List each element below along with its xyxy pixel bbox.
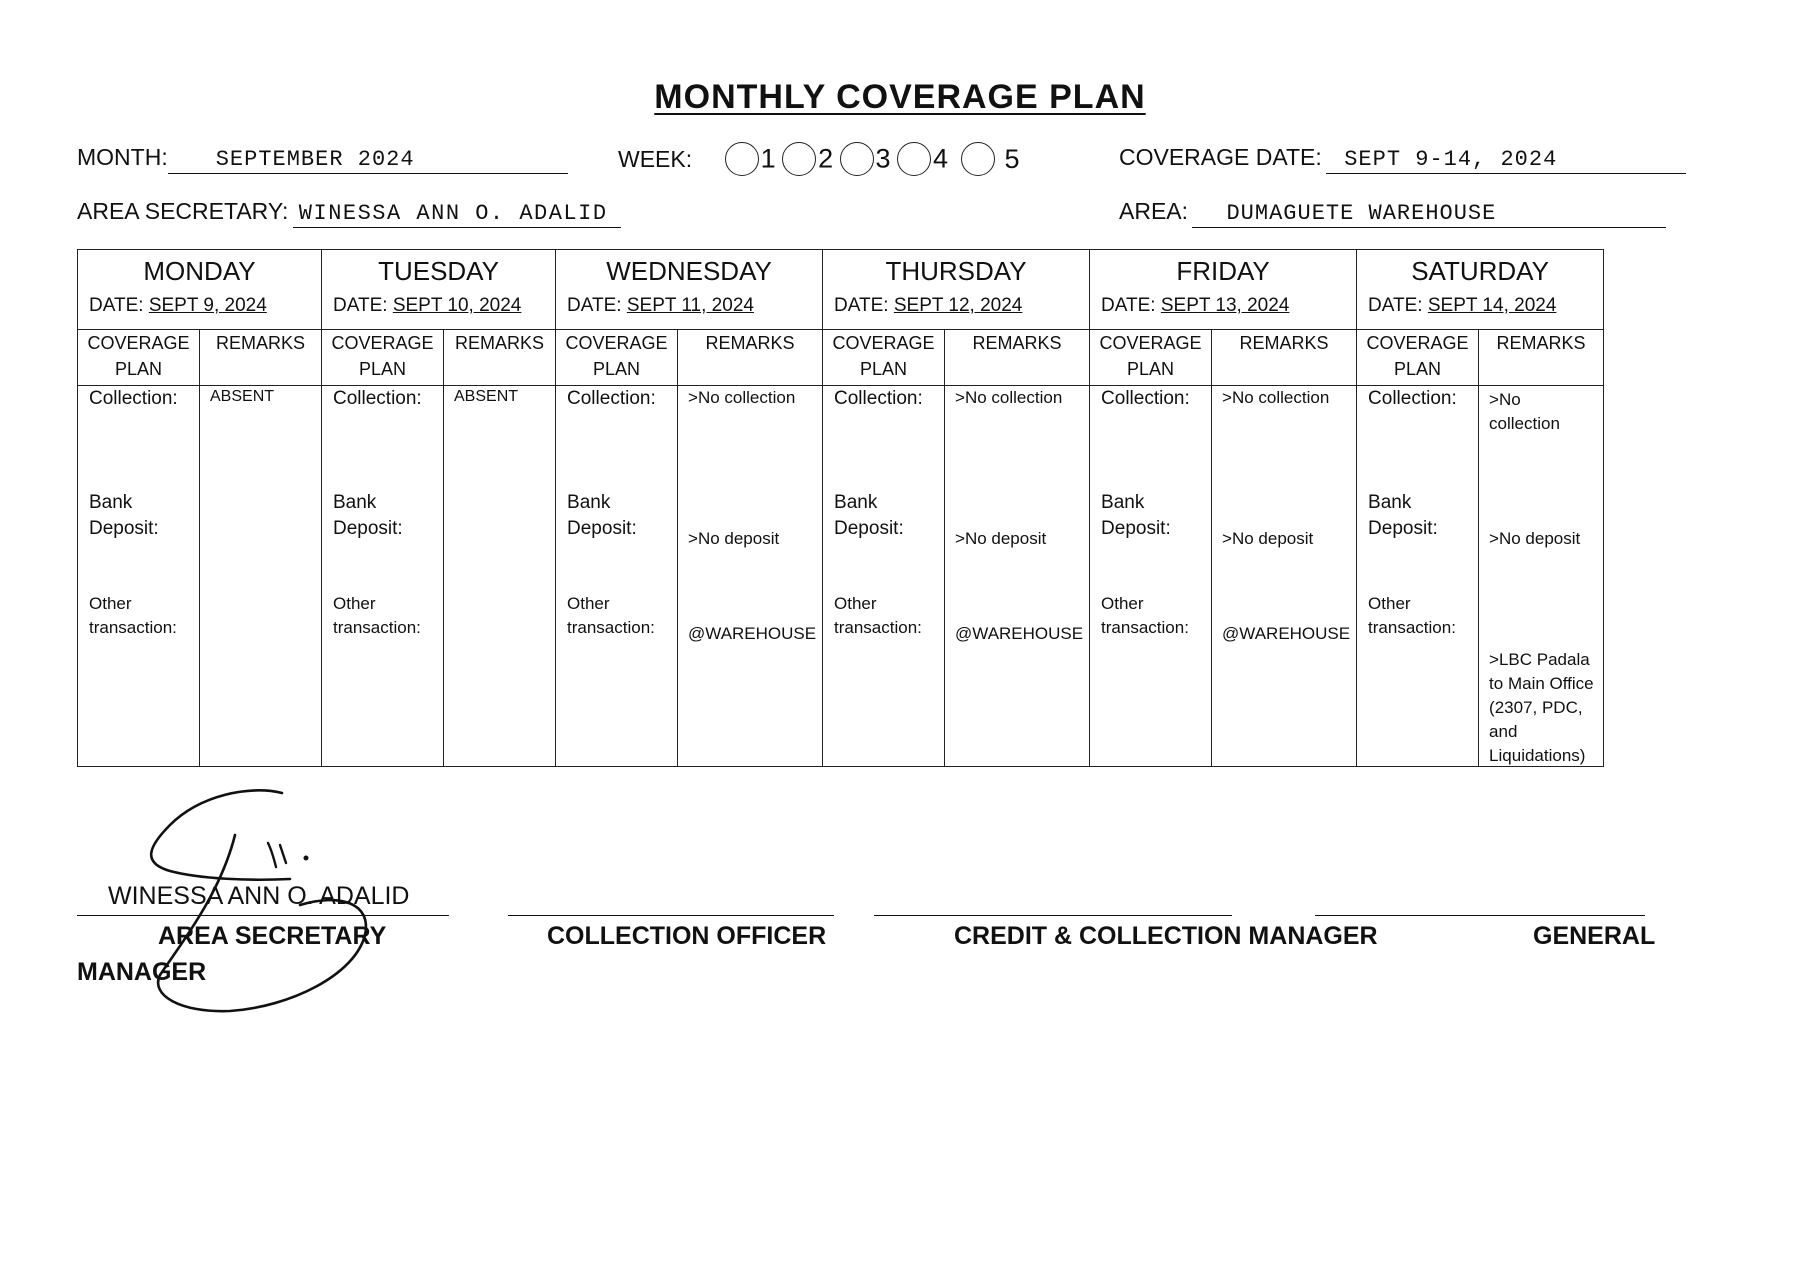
remark-extra: >LBC Padala to Main Office (2307, PDC, and Liquidations) — [1489, 650, 1594, 765]
day-header-thursday — [823, 250, 1090, 330]
day-date — [1357, 295, 1603, 317]
bank-label: Bank — [834, 492, 878, 513]
signature-line-area-secretary — [77, 915, 449, 916]
other-label: Other — [567, 594, 610, 613]
coverage-plan-header — [556, 330, 678, 386]
month-label: MONTH: — [77, 144, 168, 170]
remarks-label: REMARKS — [1239, 333, 1329, 353]
remarks-header — [1479, 330, 1604, 386]
week-radio-5[interactable] — [961, 142, 995, 176]
remark-other: @WAREHOUSE — [1222, 624, 1351, 643]
other-label: Other — [1368, 594, 1411, 613]
week-radio-1[interactable] — [725, 142, 759, 176]
collection-officer-title: COLLECTION OFFICER — [547, 922, 827, 950]
remark-collection: ABSENT — [210, 388, 275, 405]
transaction-label: transaction: — [1101, 618, 1189, 637]
date-value[interactable]: SEPT 13, 2024 — [1160, 295, 1290, 316]
week-label: WEEK: — [618, 145, 693, 172]
date-label: DATE: — [834, 295, 889, 316]
remark-deposit: >No deposit — [955, 529, 1047, 548]
collection-label: Collection: — [567, 388, 656, 409]
transaction-label: transaction: — [834, 618, 922, 637]
deposit-label: Deposit: — [567, 518, 637, 539]
coverage-plan-cell-wednesday — [556, 386, 678, 767]
remarks-header — [678, 330, 823, 386]
coverage-date-label: COVERAGE DATE: — [1119, 144, 1322, 170]
area-secretary-value[interactable]: WINESSA ANN O. ADALID — [293, 201, 621, 228]
coverage-plan-header — [322, 330, 444, 386]
day-header-monday — [78, 250, 322, 330]
day-name: TUESDAY — [378, 256, 499, 286]
remark-collection: ABSENT — [454, 388, 519, 405]
remarks-cell-friday[interactable] — [1212, 386, 1357, 767]
coverage-plan-header — [1357, 330, 1479, 386]
transaction-label: transaction: — [89, 618, 177, 637]
coverage-plan-cell-tuesday — [322, 386, 444, 767]
remark-deposit: >No deposit — [1489, 529, 1581, 548]
area-secretary-signer-name: WINESSA ANN O. ADALID — [108, 882, 410, 910]
plan-label: PLAN — [1394, 359, 1442, 379]
coverage-label: COVERAGE — [331, 333, 434, 353]
transaction-label: transaction: — [1368, 618, 1456, 637]
coverage-label: COVERAGE — [832, 333, 935, 353]
signature-line-collection-officer — [508, 915, 834, 916]
day-name: FRIDAY — [1176, 256, 1270, 286]
day-date — [322, 295, 555, 317]
day-header-tuesday — [322, 250, 556, 330]
other-label: Other — [89, 594, 132, 613]
coverage-label: COVERAGE — [1099, 333, 1202, 353]
date-value[interactable]: SEPT 9, 2024 — [148, 295, 267, 316]
area-value[interactable]: DUMAGUETE WAREHOUSE — [1192, 201, 1666, 228]
day-date — [1090, 295, 1356, 317]
date-value[interactable]: SEPT 11, 2024 — [626, 295, 754, 316]
remarks-header — [444, 330, 556, 386]
remark-collection: >No collection — [1222, 388, 1330, 407]
area-secretary-field — [77, 198, 621, 228]
day-name: WEDNESDAY — [606, 256, 772, 286]
day-header-wednesday — [556, 250, 823, 330]
day-header-saturday — [1357, 250, 1604, 330]
coverage-plan-header — [1090, 330, 1212, 386]
date-value[interactable]: SEPT 12, 2024 — [893, 295, 1023, 316]
bank-label: Bank — [333, 492, 377, 513]
collection-label: Collection: — [89, 388, 178, 409]
coverage-date-field — [1119, 144, 1686, 174]
collection-label: Collection: — [1101, 388, 1190, 409]
week-option-3: 3 — [875, 143, 891, 174]
week-radio-2[interactable] — [782, 142, 816, 176]
remarks-header — [1212, 330, 1357, 386]
signature-line-credit-manager — [874, 915, 1232, 916]
date-label: DATE: — [333, 295, 388, 316]
day-name: THURSDAY — [885, 256, 1027, 286]
deposit-label: Deposit: — [333, 518, 403, 539]
bank-label: Bank — [567, 492, 611, 513]
remark-deposit: >No deposit — [1222, 529, 1314, 548]
bank-label: Bank — [89, 492, 133, 513]
remark-collection: >No collection — [955, 388, 1063, 407]
day-name: SATURDAY — [1411, 256, 1549, 286]
week-option-5: 5 — [1004, 143, 1020, 174]
collection-label: Collection: — [333, 388, 422, 409]
coverage-label: COVERAGE — [87, 333, 190, 353]
day-header-row — [78, 250, 1604, 330]
remarks-cell-tuesday[interactable] — [444, 386, 556, 767]
remarks-cell-thursday[interactable] — [945, 386, 1090, 767]
signature-line-general-manager — [1315, 915, 1645, 916]
week-option-2: 2 — [818, 143, 834, 174]
week-option-4: 4 — [933, 143, 949, 174]
day-date — [823, 295, 1089, 317]
remarks-label: REMARKS — [1496, 333, 1586, 353]
remarks-label: REMARKS — [972, 333, 1062, 353]
deposit-label: Deposit: — [1368, 518, 1438, 539]
other-label: Other — [333, 594, 376, 613]
remarks-cell-saturday[interactable] — [1479, 386, 1604, 767]
coverage-plan-cell-friday — [1090, 386, 1212, 767]
coverage-label: COVERAGE — [1366, 333, 1469, 353]
remark-deposit: >No deposit — [688, 529, 780, 548]
week-selector — [618, 142, 1020, 176]
area-label: AREA: — [1119, 198, 1189, 224]
deposit-label: Deposit: — [89, 518, 159, 539]
remarks-cell-wednesday[interactable] — [678, 386, 823, 767]
remarks-label: REMARKS — [705, 333, 795, 353]
area-secretary-label: AREA SECRETARY: — [77, 198, 289, 224]
other-label: Other — [834, 594, 877, 613]
week-radio-3[interactable] — [840, 142, 874, 176]
general-manager-title-cont: MANAGER — [77, 958, 207, 986]
coverage-plan-header — [78, 330, 200, 386]
column-header-row — [78, 330, 1604, 386]
remarks-cell-monday[interactable] — [200, 386, 322, 767]
day-header-friday — [1090, 250, 1357, 330]
remark-collection: >No collection — [688, 388, 796, 407]
area-field — [1119, 198, 1666, 228]
date-value[interactable]: SEPT 14, 2024 — [1427, 295, 1557, 316]
day-date — [78, 295, 321, 317]
plan-label: PLAN — [860, 359, 908, 379]
bank-label: Bank — [1368, 492, 1412, 513]
date-label: DATE: — [1368, 295, 1423, 316]
coverage-label: COVERAGE — [565, 333, 668, 353]
general-manager-title: GENERAL — [1533, 922, 1656, 950]
bank-label: Bank — [1101, 492, 1145, 513]
remarks-label: REMARKS — [455, 333, 545, 353]
other-label: Other — [1101, 594, 1144, 613]
remark-other: @WAREHOUSE — [955, 624, 1084, 643]
remarks-header — [200, 330, 322, 386]
date-value[interactable]: SEPT 10, 2024 — [392, 295, 522, 316]
deposit-label: Deposit: — [834, 518, 904, 539]
date-label: DATE: — [1101, 295, 1156, 316]
transaction-label: transaction: — [567, 618, 655, 637]
remark-collection: >No collection — [1489, 390, 1560, 433]
day-name: MONDAY — [143, 256, 256, 286]
month-field — [77, 144, 568, 174]
plan-body-row — [78, 386, 1604, 767]
coverage-table — [77, 249, 1604, 767]
plan-label: PLAN — [358, 359, 407, 379]
date-label: DATE: — [567, 295, 622, 316]
collection-label: Collection: — [1368, 388, 1457, 409]
deposit-label: Deposit: — [1101, 518, 1171, 539]
transaction-label: transaction: — [333, 618, 421, 637]
remarks-label: REMARKS — [215, 333, 305, 353]
date-label: DATE: — [89, 295, 144, 316]
coverage-plan-cell-thursday — [823, 386, 945, 767]
credit-manager-title: CREDIT & COLLECTION MANAGER — [954, 922, 1378, 950]
coverage-date-value[interactable]: SEPT 9-14, 2024 — [1326, 147, 1686, 174]
area-secretary-title: AREA SECRETARY — [158, 922, 387, 950]
remark-other: @WAREHOUSE — [688, 624, 817, 643]
week-option-1: 1 — [760, 143, 776, 174]
remarks-header — [945, 330, 1090, 386]
plan-label: PLAN — [1127, 359, 1175, 379]
page-title: MONTHLY COVERAGE PLAN — [654, 78, 1146, 116]
collection-label: Collection: — [834, 388, 923, 409]
week-radio-4[interactable] — [897, 142, 931, 176]
day-date — [556, 295, 822, 317]
coverage-plan-header — [823, 330, 945, 386]
plan-label: PLAN — [114, 359, 163, 379]
coverage-plan-cell-saturday — [1357, 386, 1479, 767]
month-value[interactable]: SEPTEMBER 2024 — [168, 147, 568, 174]
plan-label: PLAN — [593, 359, 641, 379]
coverage-plan-cell-monday — [78, 386, 200, 767]
